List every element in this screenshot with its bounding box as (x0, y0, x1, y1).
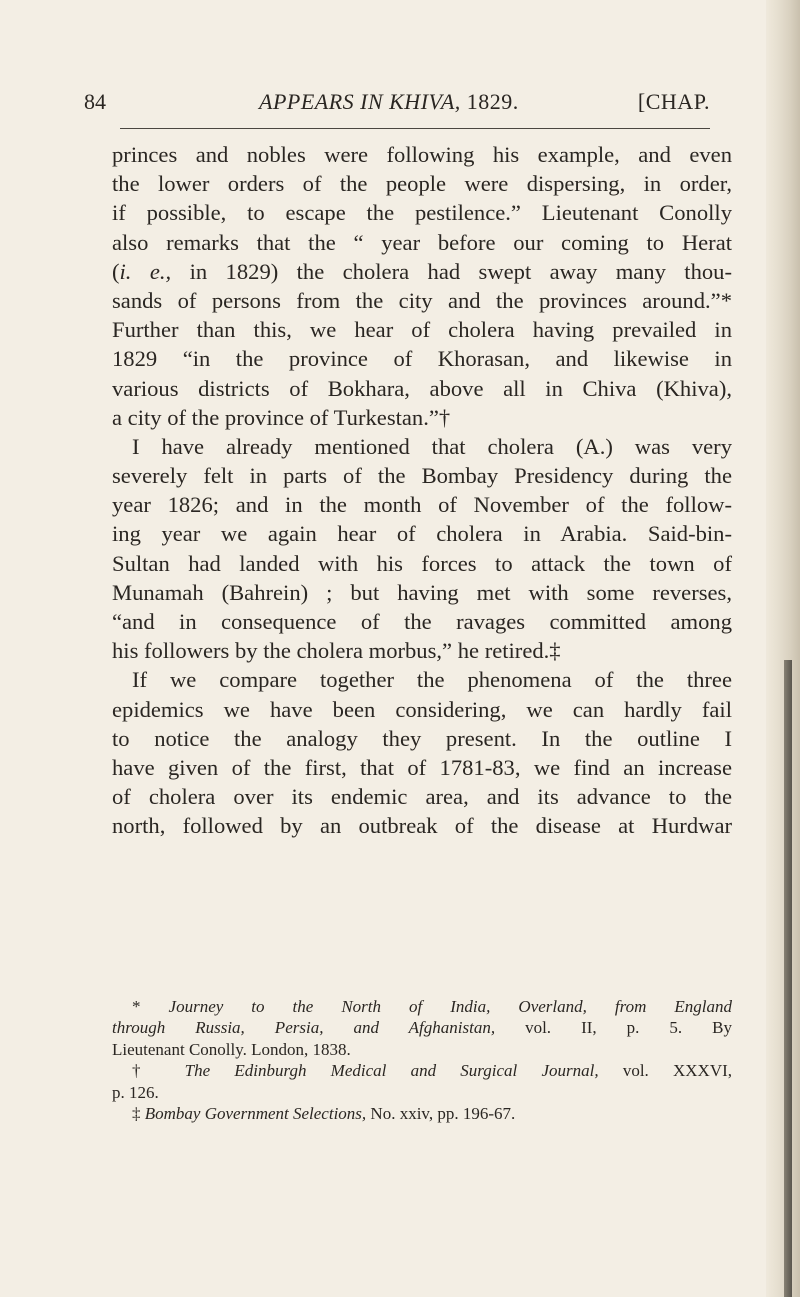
text-line: to notice the analogy they present. In the outline I (112, 725, 732, 751)
text-line: ing year we again hear of cholera in Arabia. Said-bin- (112, 521, 732, 547)
page-number: 84 (84, 89, 106, 114)
text-line: severely felt in parts of the Bombay Presidency during the (112, 463, 732, 489)
header-rule (120, 128, 710, 129)
running-title (259, 84, 519, 120)
footnote-title: The Edinburgh Medical and Surgical Journal, (184, 1061, 599, 1081)
text-line: his followers by the cholera morbus,” he retired.‡ (112, 638, 561, 664)
chapter-mark: [CHAP. (637, 89, 710, 114)
footnote-text: vol. XXXVI, (598, 1061, 733, 1081)
footnote-2-line-1 (112, 1060, 732, 1081)
footnote-mark: ‡ (132, 1103, 145, 1123)
text-line: epidemics we have been considering, we can hardly fail (112, 696, 732, 722)
paragraph-start: I have already mentioned that cholera (A.) was very (132, 433, 732, 459)
footnote-mark: † (132, 1061, 185, 1081)
paren: ( (112, 258, 120, 284)
footnote-1-line-1 (112, 996, 732, 1017)
text-line: if possible, to escape the pestilence.” Lieutenant Conolly (112, 200, 732, 226)
text-line: north, followed by an outbreak of the disease at Hurdwar (112, 813, 732, 839)
text-line: also remarks that the “ year before our coming to Herat (112, 229, 732, 255)
text-line: the lower orders of the people were dispersing, in order, (112, 171, 732, 197)
footnote-mark: * (132, 997, 169, 1016)
footnote-title: Bombay Government Selections, (144, 1103, 367, 1123)
text-line: 1829 “in the province of Khorasan, and likewise in (112, 346, 732, 372)
text-line: of cholera over its endemic area, and its advance to the (112, 784, 732, 810)
footnote-1-line-3: Lieutenant Conolly. London, 1838. (112, 1039, 351, 1059)
text-line: Sultan had landed with his forces to attack the town of (112, 550, 732, 576)
text-line: Munamah (Bahrein) ; but having met with some reverses, (112, 579, 732, 605)
running-title-text: APPEARS IN KHIVA, (259, 89, 461, 114)
text-line (112, 257, 732, 286)
text-line: Further than this, we hear of cholera having prevailed in (112, 317, 732, 343)
footnote-2-line-2: p. 126. (112, 1082, 159, 1102)
footnotes (112, 996, 732, 1124)
footnote-text: vol. II, p. 5. By (495, 1018, 732, 1038)
binding-shadow (784, 660, 792, 1297)
italic-ie: i. e., (119, 258, 172, 284)
footnote-title: Journey to the North of India, Overland, from England (168, 997, 733, 1016)
footnote-text: No. xxiv, pp. 196-67. (366, 1103, 516, 1123)
running-title-year: 1829. (466, 89, 519, 114)
text-line: “and in consequence of the ravages committed among (112, 609, 732, 634)
footnote-1-line-2 (112, 1017, 732, 1038)
text-line: have given of the first, that of 1781-83, we find an increase (112, 754, 732, 780)
text-line: a city of the province of Turkestan.”† (112, 404, 451, 430)
paragraph-start: If we compare together the phenomena of the three (132, 667, 732, 693)
text-line: princes and nobles were following his example, and even (112, 142, 732, 167)
page-edge-shadow (766, 0, 800, 1297)
text-line: sands of persons from the city and the provinces around.”* (112, 287, 732, 313)
body-text (112, 140, 732, 841)
footnote-3-line-1 (112, 1103, 732, 1124)
running-header (84, 84, 710, 120)
text-line: various districts of Bokhara, above all in Chiva (Khiva), (112, 375, 732, 401)
text-line: year 1826; and in the month of November of the follow- (112, 492, 732, 518)
footnote-title: through Russia, Persia, and Afghanistan, (112, 1018, 496, 1038)
line-rest: in 1829) the cholera had swept away many thou- (171, 258, 732, 284)
